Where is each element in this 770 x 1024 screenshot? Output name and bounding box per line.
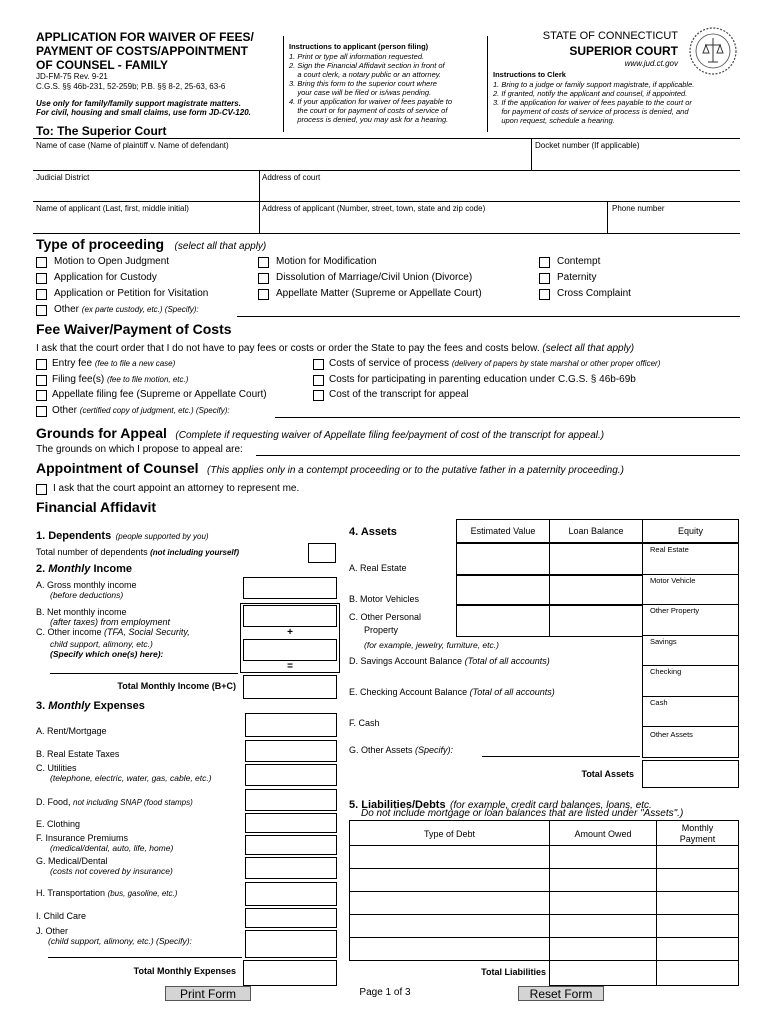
checkbox-appellate-fee[interactable] bbox=[36, 390, 47, 401]
insurance-input[interactable] bbox=[245, 835, 337, 855]
assets-title: 4. Assets bbox=[349, 526, 397, 538]
liab-col-type: Type of Debt bbox=[423, 829, 476, 839]
applicant-instr-3: a court clerk, a notary public or an attorney. bbox=[289, 70, 442, 79]
fee-other-input[interactable] bbox=[275, 417, 740, 418]
income-c-row bbox=[36, 627, 190, 638]
assets-col-equity: Equity bbox=[677, 526, 703, 536]
asset-e-label: E. Checking Account Balance bbox=[349, 687, 468, 697]
equity-label-real-estate: Real Estate bbox=[650, 545, 689, 554]
dependents-heading bbox=[36, 526, 209, 544]
exp-i-label: I. Child Care bbox=[36, 911, 87, 921]
service-costs-row bbox=[329, 358, 660, 370]
proceeding-hint: (select all that apply) bbox=[174, 241, 267, 252]
income-c-hint: (TFA, Social Security, bbox=[104, 627, 190, 637]
property-loan-input[interactable] bbox=[549, 605, 643, 637]
applicant-address-label: Address of applicant (Number, street, town, state and zip code) bbox=[262, 204, 486, 213]
exp-f-label: F. Insurance Premiums bbox=[36, 833, 129, 843]
debt-owed-input-4[interactable] bbox=[549, 914, 657, 938]
other-expense-input[interactable] bbox=[245, 930, 337, 958]
debt-payment-input-1[interactable] bbox=[656, 845, 739, 869]
entry-fee-hint: (fee to file a new case) bbox=[94, 359, 176, 368]
utilities-input[interactable] bbox=[245, 764, 337, 786]
label-appellate-fee: Appellate filing fee (Supreme or Appellate Court) bbox=[52, 389, 267, 400]
proceeding-title: Type of proceeding bbox=[36, 236, 165, 252]
phone-label: Phone number bbox=[612, 204, 665, 213]
exp-g-label: G. Medical/Dental bbox=[36, 856, 108, 866]
debt-owed-input-5[interactable] bbox=[549, 937, 657, 961]
counsel-title: Appointment of Counsel bbox=[36, 460, 199, 476]
fee-intro-text: I ask that the court order that I do not have to pay fees or costs or order the State to pay the fees and costs below. bbox=[36, 343, 540, 354]
form-title-line-3: OF COUNSEL - FAMILY bbox=[36, 58, 169, 72]
real-estate-value-input[interactable] bbox=[456, 543, 550, 575]
asset-g-row bbox=[349, 745, 453, 756]
clothing-input[interactable] bbox=[245, 813, 337, 833]
checkbox-service-costs[interactable] bbox=[313, 359, 324, 370]
applicant-instr-6: 4. If your application for waiver of fees payable to bbox=[289, 97, 453, 106]
checkbox-visitation[interactable] bbox=[36, 289, 47, 300]
clerk-instructions bbox=[493, 80, 743, 125]
label-motion-modification: Motion for Modification bbox=[276, 256, 377, 267]
page-number: Page 1 of 3 bbox=[359, 987, 411, 998]
proceeding-other-hint: (ex parte custody, etc.) (Specify): bbox=[81, 305, 199, 314]
website: www.jud.ct.gov bbox=[624, 59, 678, 68]
vehicle-loan-input[interactable] bbox=[549, 575, 643, 605]
affidavit-title: Financial Affidavit bbox=[36, 499, 157, 515]
exp-h-row bbox=[36, 888, 177, 899]
equity-label-property: Other Property bbox=[650, 606, 700, 615]
dependents-total-label: Total number of dependents bbox=[36, 547, 148, 557]
applicant-address-input[interactable] bbox=[260, 214, 606, 232]
appeal-hint: (Complete if requesting waiver of Appellate filing fee/payment of cost of the transcript for appeal.) bbox=[175, 430, 605, 441]
clerk-instructions-title: Instructions to Clerk bbox=[493, 70, 566, 79]
equity-label-checking: Checking bbox=[650, 667, 682, 676]
income-title-em: Monthly bbox=[48, 563, 91, 575]
income-title-pre: 2. bbox=[36, 563, 49, 575]
checkbox-application-custody[interactable] bbox=[36, 273, 47, 284]
dependents-total-hint: (not including yourself) bbox=[150, 548, 239, 557]
exp-e-label: E. Clothing bbox=[36, 819, 81, 829]
debt-payment-input-4[interactable] bbox=[656, 914, 739, 938]
exp-a-label: A. Rent/Mortgage bbox=[36, 726, 107, 736]
exp-b-label: B. Real Estate Taxes bbox=[36, 749, 120, 759]
equals-sign: = bbox=[287, 661, 293, 672]
total-income-label: Total Monthly Income (B+C) bbox=[117, 681, 236, 691]
state-seal-icon bbox=[688, 26, 738, 76]
equity-label-vehicle: Motor Vehicle bbox=[650, 576, 696, 585]
label-appoint-attorney: I ask that the court appoint an attorney to represent me. bbox=[53, 483, 300, 494]
total-liabilities-label: Total Liabilities bbox=[481, 967, 546, 977]
checkbox-filing-fee[interactable] bbox=[36, 375, 47, 386]
case-name-label: Name of case (Name of plaintiff v. Name of defendant) bbox=[36, 141, 229, 150]
plus-sign: + bbox=[287, 627, 293, 638]
label-application-custody: Application for Custody bbox=[54, 272, 157, 283]
applicant-instr-4: 3. Bring this form to the superior court where bbox=[289, 79, 437, 88]
court-address-input[interactable] bbox=[260, 182, 740, 200]
dependents-title: 1. Dependents bbox=[36, 530, 112, 542]
other-income-specify-input[interactable] bbox=[50, 673, 238, 674]
total-assets-input[interactable] bbox=[642, 760, 739, 788]
income-c-label: C. Other income bbox=[36, 627, 102, 637]
proceeding-other-row bbox=[54, 304, 199, 316]
label-cross-complaint: Cross Complaint bbox=[557, 288, 631, 299]
label-paternity: Paternity bbox=[557, 272, 597, 283]
appeal-grounds-label: The grounds on which I propose to appeal are: bbox=[36, 444, 243, 455]
total-liabilities-payment-input[interactable] bbox=[656, 960, 739, 986]
total-expenses-input[interactable] bbox=[243, 960, 337, 986]
appeal-title: Grounds for Appeal bbox=[36, 425, 167, 441]
label-entry-fee: Entry fee bbox=[52, 358, 93, 369]
label-transcript-costs: Cost of the transcript for appeal bbox=[329, 389, 469, 400]
childcare-input[interactable] bbox=[245, 908, 337, 928]
expenses-title-em: Monthly bbox=[48, 700, 91, 712]
other-income-input[interactable] bbox=[243, 639, 337, 661]
proceeding-other-input[interactable] bbox=[237, 316, 740, 317]
label-visitation: Application or Petition for Visitation bbox=[54, 288, 209, 299]
asset-e-row bbox=[349, 687, 555, 698]
statutes: C.G.S. §§ 46b-231, 52-259b; P.B. §§ 8-2, 25-63, 63-6 bbox=[36, 82, 226, 91]
liab-col-payment-2: Payment bbox=[679, 834, 716, 844]
debt-payment-input-5[interactable] bbox=[656, 937, 739, 961]
to-line: To: The Superior Court bbox=[36, 124, 167, 138]
use-note-1: Use only for family/family support magistrate matters. bbox=[36, 99, 241, 108]
income-c-sub1: child support, alimony, etc.) bbox=[50, 639, 153, 649]
counsel-hint: (This applies only in a contempt proceeding or to the putative father in a paternity proceeding.) bbox=[207, 465, 624, 476]
exp-d-row bbox=[36, 797, 193, 808]
checkbox-contempt[interactable] bbox=[539, 257, 550, 268]
net-income-input[interactable] bbox=[243, 605, 337, 627]
income-b-label: B. Net monthly income bbox=[36, 607, 127, 617]
income-b-sub: (after taxes) from employment bbox=[50, 617, 171, 627]
debt-type-input-1[interactable] bbox=[349, 845, 550, 869]
counsel-heading bbox=[36, 460, 624, 478]
label-appellate-matter: Appellate Matter (Supreme or Appellate Court) bbox=[276, 288, 482, 299]
fee-intro bbox=[36, 343, 634, 355]
medical-input[interactable] bbox=[245, 857, 337, 879]
applicant-instructions-title: Instructions to applicant (person filing) bbox=[289, 42, 429, 51]
state-name: STATE OF CONNECTICUT bbox=[542, 30, 678, 42]
total-assets-label: Total Assets bbox=[581, 769, 634, 779]
assets-col-loan: Loan Balance bbox=[568, 526, 624, 536]
checkbox-cross-complaint[interactable] bbox=[539, 289, 550, 300]
judicial-district-input[interactable] bbox=[33, 182, 259, 200]
label-motion-open-judgment: Motion to Open Judgment bbox=[54, 256, 170, 267]
asset-b-label: B. Motor Vehicles bbox=[349, 594, 420, 604]
reset-form-button[interactable]: Reset Form bbox=[518, 986, 604, 1001]
asset-g-hint: (Specify): bbox=[415, 745, 454, 755]
label-parenting-costs: Costs for participating in parenting education under C.G.S. § 46b-69b bbox=[329, 374, 636, 385]
assets-col-value: Estimated Value bbox=[470, 526, 536, 536]
total-liabilities-owed-input[interactable] bbox=[549, 960, 657, 986]
debt-type-input-4[interactable] bbox=[349, 914, 550, 938]
checkbox-dissolution[interactable] bbox=[258, 273, 269, 284]
equity-label-other: Other Assets bbox=[650, 730, 693, 739]
checkbox-appoint-attorney[interactable] bbox=[36, 484, 47, 495]
checkbox-fee-other[interactable] bbox=[36, 406, 47, 417]
label-dissolution: Dissolution of Marriage/Civil Union (Divorce) bbox=[276, 272, 473, 283]
expenses-title-pre: 3. bbox=[36, 700, 49, 712]
applicant-instr-7: the court or for payment of costs of service of bbox=[289, 106, 448, 115]
judicial-district-label: Judicial District bbox=[36, 173, 90, 182]
clerk-instr-3: 3. If the application for waiver of fees payable to the court or bbox=[493, 98, 692, 107]
applicant-instr-2: 2. Sign the Financial Affidavit section in front of bbox=[289, 61, 445, 70]
income-c-sub2: (Specify which one(s) here): bbox=[50, 649, 164, 659]
debt-type-input-3[interactable] bbox=[349, 891, 550, 915]
debt-owed-input-3[interactable] bbox=[549, 891, 657, 915]
rule bbox=[33, 170, 740, 171]
exp-d-hint: not including SNAP (food stamps) bbox=[73, 798, 193, 807]
asset-c1-label: C. Other Personal bbox=[349, 612, 422, 622]
clerk-instr-2: 2. If granted, notify the applicant and counsel, if appointed. bbox=[493, 89, 688, 98]
rule bbox=[33, 201, 740, 202]
applicant-instr-8: process is denied, you may ask for a hearing. bbox=[289, 115, 449, 124]
income-title bbox=[36, 563, 132, 575]
real-estate-loan-input[interactable] bbox=[549, 543, 643, 575]
food-input[interactable] bbox=[245, 789, 337, 811]
asset-d-label: D. Savings Account Balance bbox=[349, 656, 463, 666]
vehicle-value-input[interactable] bbox=[456, 575, 550, 605]
form-title-line-1: APPLICATION FOR WAIVER OF FEES/ bbox=[36, 30, 254, 44]
fee-other-row bbox=[52, 405, 230, 417]
label-contempt: Contempt bbox=[557, 256, 601, 267]
total-expenses-label: Total Monthly Expenses bbox=[133, 966, 236, 976]
debt-type-input-2[interactable] bbox=[349, 868, 550, 892]
service-costs-hint: (delivery of papers by state marshal or other proper officer) bbox=[451, 359, 661, 368]
expenses-title bbox=[36, 700, 145, 712]
property-value-input[interactable] bbox=[456, 605, 550, 637]
form-title bbox=[36, 30, 254, 72]
gross-income-input[interactable] bbox=[243, 577, 337, 599]
exp-h-hint: (bus, gasoline, etc.) bbox=[107, 889, 178, 898]
fee-other-hint: (certified copy of judgment, etc.) (Specify): bbox=[79, 406, 230, 415]
transportation-input[interactable] bbox=[245, 882, 337, 906]
use-note-2: For civil, housing and small claims, use form JD-CV-120. bbox=[36, 108, 251, 117]
taxes-input[interactable] bbox=[245, 740, 337, 762]
exp-c-label: C. Utilities bbox=[36, 763, 77, 773]
fee-title: Fee Waiver/Payment of Costs bbox=[36, 321, 232, 337]
docket-label: Docket number (If applicable) bbox=[535, 141, 640, 150]
court-address-label: Address of court bbox=[262, 173, 321, 182]
checkbox-appellate-matter[interactable] bbox=[258, 289, 269, 300]
checkbox-paternity[interactable] bbox=[539, 273, 550, 284]
label-proceeding-other: Other bbox=[54, 304, 80, 315]
rent-input[interactable] bbox=[245, 713, 337, 737]
fee-intro-hint: (select all that apply) bbox=[542, 343, 635, 354]
form-title-line-2: PAYMENT OF COSTS/APPOINTMENT bbox=[36, 44, 249, 58]
income-a-label: A. Gross monthly income bbox=[36, 580, 137, 590]
clerk-instr-4: for payment of costs of service of process is denied, and bbox=[493, 107, 689, 116]
label-fee-other: Other bbox=[52, 405, 78, 416]
income-a-sub: (before deductions) bbox=[50, 590, 124, 600]
exp-g-sub: (costs not covered by insurance) bbox=[50, 866, 173, 876]
label-filing-fee: Filing fee(s) bbox=[52, 374, 105, 385]
asset-f-label: F. Cash bbox=[349, 718, 380, 728]
liab-col-payment-1: Monthly bbox=[681, 823, 714, 833]
other-assets-specify-input[interactable] bbox=[482, 756, 640, 757]
exp-d-label: D. Food, bbox=[36, 797, 71, 807]
equity-label-savings: Savings bbox=[650, 637, 677, 646]
liab-hint-2: Do not include mortgage or loan balances that are listed under "Assets".) bbox=[361, 808, 684, 819]
exp-j-sub: (child support, alimony, etc.) (Specify): bbox=[48, 936, 192, 946]
applicant-name-label: Name of applicant (Last, first, middle initial) bbox=[36, 204, 189, 213]
total-income-input[interactable] bbox=[243, 675, 337, 699]
clerk-instr-5: upon request, schedule a hearing. bbox=[493, 116, 615, 125]
debt-owed-input-2[interactable] bbox=[549, 868, 657, 892]
filing-fee-row bbox=[52, 374, 188, 386]
applicant-instr-5: your case will be filed or is/was pending. bbox=[289, 88, 432, 97]
exp-h-label: H. Transportation bbox=[36, 888, 106, 898]
equity-label-cash: Cash bbox=[650, 698, 668, 707]
applicant-instr-1: 1. Print or type all information requested. bbox=[289, 52, 425, 61]
header-divider-right bbox=[487, 36, 488, 132]
appeal-heading bbox=[36, 425, 604, 443]
debt-owed-input-1[interactable] bbox=[549, 845, 657, 869]
checkbox-transcript-costs[interactable] bbox=[313, 390, 324, 401]
asset-e-hint: (Total of all accounts) bbox=[469, 687, 555, 697]
label-service-costs: Costs of service of process bbox=[329, 358, 450, 369]
asset-c2-label: Property bbox=[364, 625, 399, 635]
filing-fee-hint: (fee to file motion, etc.) bbox=[107, 375, 189, 384]
court-name: SUPERIOR COURT bbox=[569, 44, 678, 58]
debt-type-input-5[interactable] bbox=[349, 937, 550, 961]
dependents-hint: (people supported by you) bbox=[115, 532, 209, 541]
liab-col-owed: Amount Owed bbox=[574, 829, 632, 839]
asset-c-sub: (for example, jewelry, furniture, etc.) bbox=[364, 640, 499, 650]
checkbox-motion-open-judgment[interactable] bbox=[36, 257, 47, 268]
exp-f-sub: (medical/dental, auto, life, home) bbox=[50, 843, 174, 853]
asset-d-hint: (Total of all accounts) bbox=[464, 656, 550, 666]
asset-d-row bbox=[349, 656, 550, 667]
entry-fee-row bbox=[52, 358, 175, 370]
rule bbox=[33, 138, 740, 139]
print-form-button[interactable]: Print Form bbox=[165, 986, 251, 1001]
checkbox-entry-fee[interactable] bbox=[36, 359, 47, 370]
docket-input[interactable] bbox=[532, 150, 740, 168]
checkbox-motion-modification[interactable] bbox=[258, 257, 269, 268]
form-id: JD-FM-75 Rev. 9-21 bbox=[36, 72, 108, 81]
phone-input[interactable] bbox=[608, 214, 740, 232]
liab-hint-1: (for example, credit card balances, loans, etc. bbox=[450, 800, 652, 811]
debt-payment-input-3[interactable] bbox=[656, 891, 739, 915]
other-expense-specify-input[interactable] bbox=[48, 957, 242, 958]
header-divider-left bbox=[283, 36, 284, 132]
expenses-title-post: Expenses bbox=[90, 700, 145, 712]
dependents-total-row bbox=[36, 547, 239, 558]
exp-c-sub: (telephone, electric, water, gas, cable, etc.) bbox=[50, 773, 212, 783]
checkbox-proceeding-other[interactable] bbox=[36, 305, 47, 316]
rule bbox=[33, 233, 740, 234]
checkbox-parenting-costs[interactable] bbox=[313, 375, 324, 386]
asset-a-label: A. Real Estate bbox=[349, 563, 407, 573]
liab-title: 5. Liabilities/Debts bbox=[349, 799, 446, 811]
exp-j-label: J. Other bbox=[36, 926, 69, 936]
dependents-total-input[interactable] bbox=[308, 543, 336, 563]
asset-g-label: G. Other Assets bbox=[349, 745, 413, 755]
applicant-instructions bbox=[289, 52, 489, 124]
proceeding-heading bbox=[36, 236, 266, 254]
clerk-instr-1: 1. Bring to a judge or family support magistrate, if applicable. bbox=[493, 80, 695, 89]
income-title-post: Income bbox=[90, 563, 132, 575]
appeal-grounds-input[interactable] bbox=[256, 455, 740, 456]
applicant-name-input[interactable] bbox=[33, 214, 259, 232]
case-name-input[interactable] bbox=[33, 150, 531, 168]
debt-payment-input-2[interactable] bbox=[656, 868, 739, 892]
